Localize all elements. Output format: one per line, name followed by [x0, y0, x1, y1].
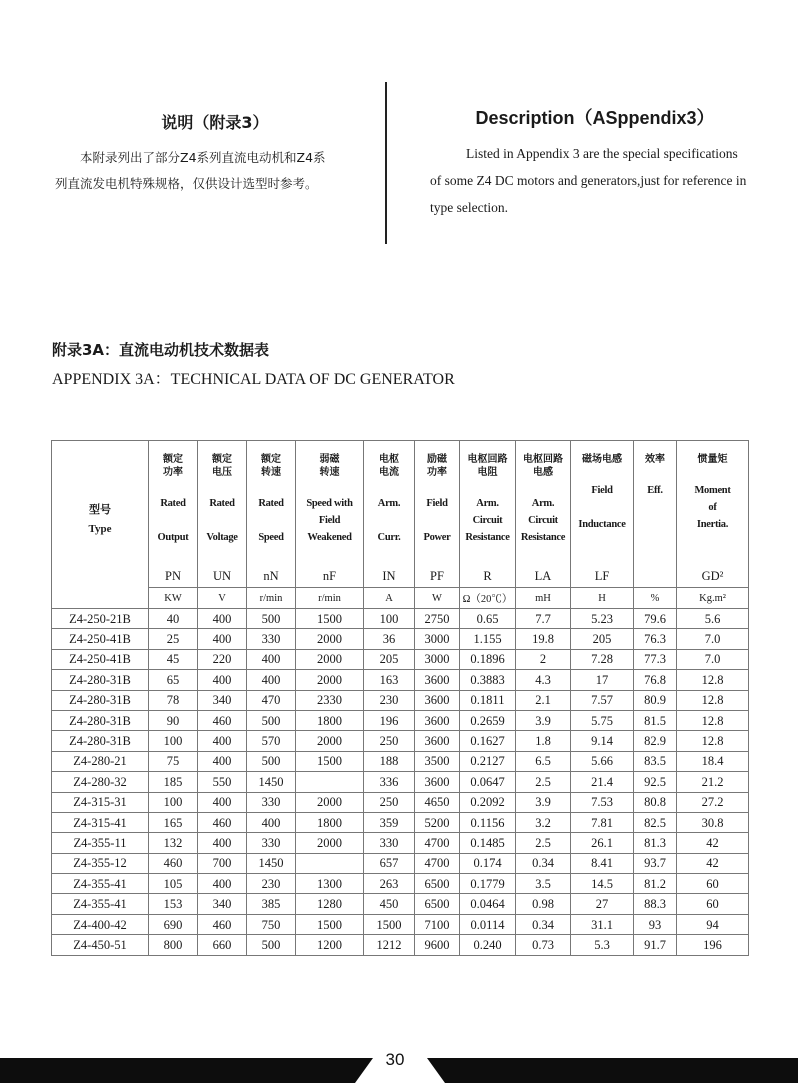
value-cell: 400: [198, 874, 247, 894]
value-cell: 400: [247, 670, 296, 690]
value-cell: 330: [247, 833, 296, 853]
value-cell: 12.8: [677, 710, 749, 730]
column-header-en: Moment of Inertia.: [694, 485, 731, 530]
value-cell: 2750: [415, 609, 460, 629]
value-cell: 2330: [296, 690, 364, 710]
value-cell: 0.65: [460, 609, 516, 629]
value-cell: 60: [677, 894, 749, 914]
value-cell: 12.8: [677, 690, 749, 710]
value-cell: 36: [364, 629, 415, 649]
column-header-en: Arm. Circuit Resistance: [465, 498, 510, 543]
value-cell: 460: [198, 710, 247, 730]
value-cell: 0.34: [516, 853, 571, 873]
table-row: [52, 751, 749, 771]
value-cell: 2000: [296, 792, 364, 812]
column-header-cn: 额定 电压: [212, 454, 232, 478]
value-cell: 400: [198, 629, 247, 649]
value-cell: 460: [198, 812, 247, 832]
value-cell: 78: [149, 690, 198, 710]
value-cell: 100: [364, 609, 415, 629]
value-cell: 3600: [415, 772, 460, 792]
value-cell: 800: [149, 935, 198, 955]
column-unit: KW: [149, 588, 198, 609]
type-cell: Z4-355-41: [52, 874, 149, 894]
value-cell: 2.5: [516, 772, 571, 792]
value-cell: 3500: [415, 751, 460, 771]
value-cell: 2000: [296, 649, 364, 669]
type-header-en: Type: [88, 523, 112, 535]
value-cell: 0.1811: [460, 690, 516, 710]
column-header-en: Rated Speed: [258, 498, 284, 543]
value-cell: 250: [364, 792, 415, 812]
type-cell: Z4-280-31B: [52, 690, 149, 710]
value-cell: 385: [247, 894, 296, 914]
value-cell: 7.0: [677, 629, 749, 649]
value-cell: 196: [677, 935, 749, 955]
value-cell: 2000: [296, 833, 364, 853]
table-row: [52, 914, 749, 934]
value-cell: 1450: [247, 853, 296, 873]
value-cell: 9.14: [571, 731, 634, 751]
value-cell: 9600: [415, 935, 460, 955]
column-symbol: nF: [322, 569, 337, 583]
type-cell: Z4-355-41: [52, 894, 149, 914]
column-header: [247, 441, 296, 588]
value-cell: 83.5: [634, 751, 677, 771]
value-cell: 12.8: [677, 731, 749, 751]
column-header: [364, 441, 415, 588]
value-cell: 3.9: [516, 710, 571, 730]
value-cell: 93.7: [634, 853, 677, 873]
value-cell: 330: [364, 833, 415, 853]
value-cell: 0.34: [516, 914, 571, 934]
column-unit: Ω（20℃）: [460, 588, 516, 609]
value-cell: 7.7: [516, 609, 571, 629]
value-cell: 65: [149, 670, 198, 690]
column-symbol: R: [483, 569, 492, 583]
type-header-cn: 型号: [89, 503, 111, 516]
value-cell: 1.8: [516, 731, 571, 751]
value-cell: 400: [247, 649, 296, 669]
table-row: [52, 894, 749, 914]
value-cell: 400: [198, 609, 247, 629]
value-cell: 0.1896: [460, 649, 516, 669]
column-header-en: Rated Voltage: [206, 498, 238, 543]
value-cell: 81.5: [634, 710, 677, 730]
column-header: [296, 441, 364, 588]
value-cell: 165: [149, 812, 198, 832]
value-cell: 76.3: [634, 629, 677, 649]
column-header-cn: 弱磁 转速: [319, 454, 340, 478]
value-cell: 7.0: [677, 649, 749, 669]
cn-description-title: 说明（附录3）: [161, 113, 269, 132]
value-cell: 0.1156: [460, 812, 516, 832]
value-cell: 230: [247, 874, 296, 894]
column-unit: Kg.m²: [677, 588, 749, 609]
value-cell: 4700: [415, 853, 460, 873]
en-appendix-heading: APPENDIX 3A：TECHNICAL DATA OF DC GENERATOR: [52, 371, 455, 388]
en-description-body: Listed in Appendix 3 are the special specifications of some Z4 DC motors and generators,just for reference in type selection.: [430, 146, 747, 215]
value-cell: 27.2: [677, 792, 749, 812]
value-cell: 6.5: [516, 751, 571, 771]
type-cell: Z4-250-21B: [52, 609, 149, 629]
value-cell: 1500: [296, 914, 364, 934]
value-cell: 26.1: [571, 833, 634, 853]
column-unit: mH: [516, 588, 571, 609]
value-cell: 0.2092: [460, 792, 516, 812]
value-cell: 18.4: [677, 751, 749, 771]
column-symbol: nN: [263, 569, 279, 583]
column-header: [516, 441, 571, 588]
value-cell: 3600: [415, 710, 460, 730]
value-cell: 1450: [247, 772, 296, 792]
value-cell: 163: [364, 670, 415, 690]
value-cell: 2000: [296, 629, 364, 649]
value-cell: 2.1: [516, 690, 571, 710]
value-cell: 5.23: [571, 609, 634, 629]
value-cell: [296, 772, 364, 792]
value-cell: 82.9: [634, 731, 677, 751]
value-cell: 3000: [415, 629, 460, 649]
cn-appendix-heading: 附录3A：直流电动机技术数据表: [52, 341, 270, 359]
value-cell: 188: [364, 751, 415, 771]
value-cell: 400: [198, 751, 247, 771]
type-cell: Z4-315-41: [52, 812, 149, 832]
column-symbol: UN: [212, 569, 232, 583]
column-unit: W: [415, 588, 460, 609]
value-cell: 6500: [415, 874, 460, 894]
en-description-title: Description（ASppendix3）: [475, 108, 715, 128]
value-cell: 42: [677, 853, 749, 873]
value-cell: 7100: [415, 914, 460, 934]
value-cell: 0.0464: [460, 894, 516, 914]
column-header-cn: 额定 功率: [163, 454, 183, 478]
value-cell: 0.1779: [460, 874, 516, 894]
value-cell: 6500: [415, 894, 460, 914]
value-cell: 3000: [415, 649, 460, 669]
column-header-cn: 电枢回路 电阻: [467, 454, 508, 478]
value-cell: 7.53: [571, 792, 634, 812]
value-cell: 0.2659: [460, 710, 516, 730]
value-cell: 500: [247, 710, 296, 730]
value-cell: 1800: [296, 812, 364, 832]
type-cell: Z4-250-41B: [52, 629, 149, 649]
value-cell: 153: [149, 894, 198, 914]
value-cell: 7.57: [571, 690, 634, 710]
value-cell: 450: [364, 894, 415, 914]
column-header: [634, 441, 677, 588]
value-cell: 340: [198, 690, 247, 710]
value-cell: 205: [571, 629, 634, 649]
value-cell: 31.1: [571, 914, 634, 934]
column-header-cn: 磁场电感: [582, 454, 622, 465]
column-unit: %: [634, 588, 677, 609]
value-cell: 250: [364, 731, 415, 751]
column-header: [460, 441, 516, 588]
value-cell: 7.81: [571, 812, 634, 832]
column-symbol: GD²: [701, 569, 724, 583]
column-header-cn: 励磁 功率: [427, 454, 447, 478]
page-number: 30: [385, 1050, 405, 1069]
value-cell: 0.0647: [460, 772, 516, 792]
value-cell: 5.3: [571, 935, 634, 955]
type-cell: Z4-315-31: [52, 792, 149, 812]
table-row: [52, 874, 749, 894]
footer-bar-left: [0, 1058, 355, 1083]
value-cell: [296, 853, 364, 873]
column-header: [415, 441, 460, 588]
value-cell: 330: [247, 792, 296, 812]
value-cell: 690: [149, 914, 198, 934]
type-cell: Z4-450-51: [52, 935, 149, 955]
column-header-en: Speed with Field Weakened: [306, 498, 353, 543]
value-cell: 93: [634, 914, 677, 934]
column-unit: H: [571, 588, 634, 609]
value-cell: 21.4: [571, 772, 634, 792]
value-cell: 42: [677, 833, 749, 853]
column-unit: r/min: [247, 588, 296, 609]
value-cell: 263: [364, 874, 415, 894]
value-cell: 400: [198, 670, 247, 690]
value-cell: 30.8: [677, 812, 749, 832]
value-cell: 1.155: [460, 629, 516, 649]
column-unit: V: [198, 588, 247, 609]
value-cell: 1500: [296, 609, 364, 629]
value-cell: 230: [364, 690, 415, 710]
value-cell: 3600: [415, 670, 460, 690]
column-symbol: PF: [430, 569, 444, 583]
value-cell: 82.5: [634, 812, 677, 832]
value-cell: 76.8: [634, 670, 677, 690]
value-cell: 60: [677, 874, 749, 894]
column-header: [571, 441, 634, 588]
value-cell: 77.3: [634, 649, 677, 669]
value-cell: 5.66: [571, 751, 634, 771]
type-header: [52, 441, 149, 609]
table-row: [52, 670, 749, 690]
table-row: [52, 772, 749, 792]
type-cell: Z4-280-31B: [52, 670, 149, 690]
value-cell: 550: [198, 772, 247, 792]
value-cell: 205: [364, 649, 415, 669]
value-cell: 0.0114: [460, 914, 516, 934]
value-cell: 700: [198, 853, 247, 873]
column-symbol: LF: [594, 569, 610, 583]
value-cell: 0.98: [516, 894, 571, 914]
value-cell: 100: [149, 792, 198, 812]
column-header: [677, 441, 749, 588]
table-row: [52, 731, 749, 751]
type-cell: Z4-280-32: [52, 772, 149, 792]
value-cell: 0.1627: [460, 731, 516, 751]
column-unit: r/min: [296, 588, 364, 609]
table-row: [52, 710, 749, 730]
value-cell: 40: [149, 609, 198, 629]
value-cell: 196: [364, 710, 415, 730]
value-cell: 1500: [296, 751, 364, 771]
value-cell: 1800: [296, 710, 364, 730]
value-cell: 1300: [296, 874, 364, 894]
type-cell: Z4-400-42: [52, 914, 149, 934]
value-cell: 0.73: [516, 935, 571, 955]
table-row: [52, 853, 749, 873]
table-row: [52, 812, 749, 832]
value-cell: 2000: [296, 731, 364, 751]
value-cell: 336: [364, 772, 415, 792]
value-cell: 0.3883: [460, 670, 516, 690]
value-cell: 105: [149, 874, 198, 894]
table-row: [52, 833, 749, 853]
value-cell: 185: [149, 772, 198, 792]
column-header-cn: 电枢回路 电感: [523, 454, 563, 478]
value-cell: 17: [571, 670, 634, 690]
value-cell: 460: [198, 914, 247, 934]
value-cell: 340: [198, 894, 247, 914]
value-cell: 1200: [296, 935, 364, 955]
table-row: [52, 609, 749, 629]
type-cell: Z4-355-11: [52, 833, 149, 853]
table-row: [52, 649, 749, 669]
table-unit-row: [52, 588, 749, 609]
value-cell: 0.2127: [460, 751, 516, 771]
column-divider: [385, 82, 387, 244]
table-header-row: [52, 441, 749, 588]
column-header-en: Eff.: [647, 485, 663, 496]
value-cell: 5.6: [677, 609, 749, 629]
value-cell: 750: [247, 914, 296, 934]
value-cell: 45: [149, 649, 198, 669]
value-cell: 2.5: [516, 833, 571, 853]
value-cell: 90: [149, 710, 198, 730]
value-cell: 25: [149, 629, 198, 649]
column-header-cn: 电枢 电流: [379, 454, 399, 478]
type-cell: Z4-280-31B: [52, 710, 149, 730]
value-cell: 8.41: [571, 853, 634, 873]
value-cell: 3.5: [516, 874, 571, 894]
type-cell: Z4-280-21: [52, 751, 149, 771]
footer-bar-right: [445, 1058, 798, 1083]
table-row: [52, 629, 749, 649]
column-header-en: Field Power: [423, 498, 451, 543]
column-header-en: Rated Output: [157, 498, 189, 543]
value-cell: 0.1485: [460, 833, 516, 853]
value-cell: 92.5: [634, 772, 677, 792]
value-cell: 21.2: [677, 772, 749, 792]
value-cell: 91.7: [634, 935, 677, 955]
column-header: [149, 441, 198, 588]
value-cell: 0.174: [460, 853, 516, 873]
column-unit: A: [364, 588, 415, 609]
value-cell: 3600: [415, 731, 460, 751]
table-row: [52, 935, 749, 955]
value-cell: 1280: [296, 894, 364, 914]
value-cell: 5200: [415, 812, 460, 832]
value-cell: 1212: [364, 935, 415, 955]
value-cell: 4650: [415, 792, 460, 812]
technical-data-table: [51, 440, 749, 956]
value-cell: 4700: [415, 833, 460, 853]
value-cell: 81.2: [634, 874, 677, 894]
column-symbol: LA: [534, 569, 552, 583]
value-cell: 80.9: [634, 690, 677, 710]
value-cell: 400: [198, 792, 247, 812]
value-cell: 3.2: [516, 812, 571, 832]
value-cell: 81.3: [634, 833, 677, 853]
value-cell: 132: [149, 833, 198, 853]
value-cell: 2: [516, 649, 571, 669]
value-cell: 27: [571, 894, 634, 914]
value-cell: 220: [198, 649, 247, 669]
value-cell: 657: [364, 853, 415, 873]
column-header-en: Arm. Curr.: [377, 498, 401, 543]
value-cell: 14.5: [571, 874, 634, 894]
value-cell: 5.75: [571, 710, 634, 730]
value-cell: 7.28: [571, 649, 634, 669]
value-cell: 79.6: [634, 609, 677, 629]
column-header: [198, 441, 247, 588]
value-cell: 470: [247, 690, 296, 710]
value-cell: 400: [198, 833, 247, 853]
value-cell: 460: [149, 853, 198, 873]
value-cell: 19.8: [516, 629, 571, 649]
column-symbol: IN: [382, 569, 396, 583]
type-cell: Z4-280-31B: [52, 731, 149, 751]
value-cell: 359: [364, 812, 415, 832]
value-cell: 660: [198, 935, 247, 955]
column-header-en: Field Inductance: [578, 485, 626, 530]
column-header-cn: 额定 转速: [261, 454, 281, 478]
table-row: [52, 690, 749, 710]
type-cell: Z4-250-41B: [52, 649, 149, 669]
value-cell: 3600: [415, 690, 460, 710]
value-cell: 3.9: [516, 792, 571, 812]
value-cell: 330: [247, 629, 296, 649]
column-header-en: Arm. Circuit Resistance: [520, 498, 566, 543]
value-cell: 500: [247, 609, 296, 629]
value-cell: 4.3: [516, 670, 571, 690]
value-cell: 100: [149, 731, 198, 751]
column-header-cn: 效率: [645, 454, 665, 465]
value-cell: 88.3: [634, 894, 677, 914]
value-cell: 570: [247, 731, 296, 751]
table-row: [52, 792, 749, 812]
value-cell: 80.8: [634, 792, 677, 812]
type-cell: Z4-355-12: [52, 853, 149, 873]
value-cell: 1500: [364, 914, 415, 934]
value-cell: 12.8: [677, 670, 749, 690]
value-cell: 2000: [296, 670, 364, 690]
cn-description-body: 本附录列出了部分Z4系列直流电动机和Z4系列直流发电机特殊规格，仅供设计选型时参考。: [55, 150, 326, 191]
value-cell: 0.240: [460, 935, 516, 955]
column-symbol: PN: [165, 569, 181, 583]
column-header-cn: 惯量矩: [697, 454, 728, 465]
value-cell: 75: [149, 751, 198, 771]
value-cell: 500: [247, 935, 296, 955]
value-cell: 500: [247, 751, 296, 771]
value-cell: 400: [198, 731, 247, 751]
value-cell: 400: [247, 812, 296, 832]
value-cell: 94: [677, 914, 749, 934]
